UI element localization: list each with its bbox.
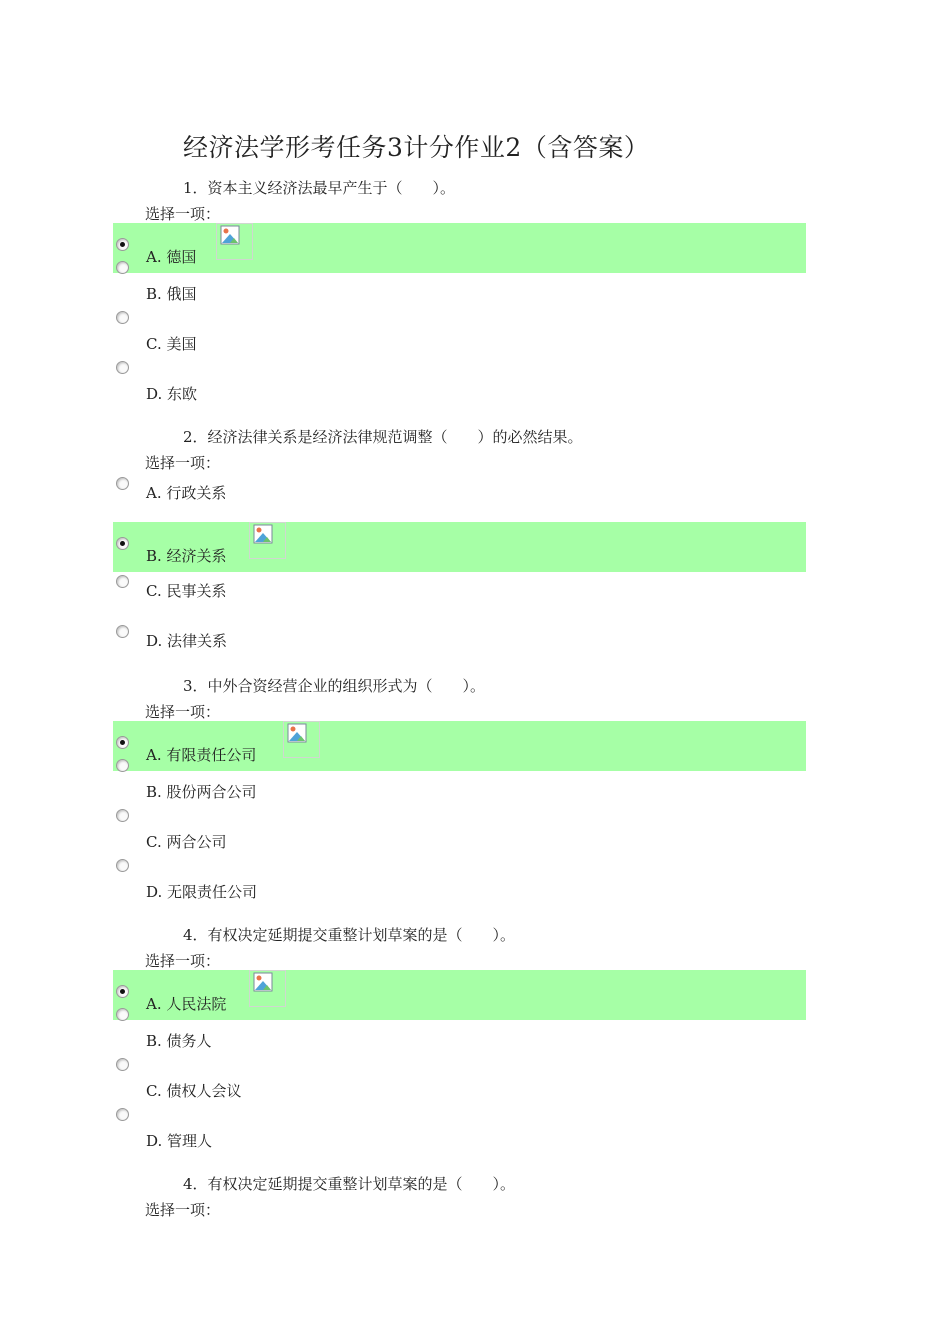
radio-icon[interactable] bbox=[116, 361, 129, 374]
radio-icon[interactable] bbox=[116, 238, 129, 251]
option-d[interactable] bbox=[113, 871, 806, 921]
option-d[interactable] bbox=[113, 373, 806, 423]
option-label: A. 德国 bbox=[146, 248, 197, 266]
option-label: C. 两合公司 bbox=[146, 833, 227, 851]
question-prompt: 选择一项： bbox=[145, 205, 221, 223]
option-label: D. 管理人 bbox=[146, 1132, 213, 1150]
option-b[interactable] bbox=[113, 1020, 806, 1070]
option-label: B. 股份两合公司 bbox=[146, 783, 257, 801]
radio-icon[interactable] bbox=[116, 809, 129, 822]
radio-icon[interactable] bbox=[116, 477, 129, 490]
broken-image-icon bbox=[249, 970, 286, 1007]
question-prompt: 选择一项： bbox=[145, 1201, 221, 1219]
question-prompt: 选择一项： bbox=[145, 703, 221, 721]
broken-image-icon bbox=[216, 223, 253, 260]
option-label: B. 经济关系 bbox=[146, 547, 227, 565]
option-a[interactable] bbox=[113, 474, 806, 524]
option-b[interactable] bbox=[113, 771, 806, 821]
option-label: D. 法律关系 bbox=[146, 632, 228, 650]
option-label: A. 有限责任公司 bbox=[146, 746, 257, 764]
question-prompt: 选择一项： bbox=[145, 454, 221, 472]
question-text: 4．有权决定延期提交重整计划草案的是（ ）。 bbox=[183, 1175, 516, 1193]
option-a[interactable] bbox=[113, 223, 806, 273]
option-label: D. 东欧 bbox=[146, 385, 198, 403]
question-prompt: 选择一项： bbox=[145, 952, 221, 970]
radio-icon[interactable] bbox=[116, 1058, 129, 1071]
option-label: A. 行政关系 bbox=[146, 484, 227, 502]
radio-icon[interactable] bbox=[116, 537, 129, 550]
page-title: 经济法学形考任务3计分作业2（含答案） bbox=[183, 133, 650, 162]
option-c[interactable] bbox=[113, 1070, 806, 1120]
option-b[interactable] bbox=[113, 522, 806, 572]
option-label: D. 无限责任公司 bbox=[146, 883, 258, 901]
question-text: 2．经济法律关系是经济法律规范调整（ ）的必然结果。 bbox=[183, 428, 583, 446]
radio-icon[interactable] bbox=[116, 1008, 129, 1021]
radio-icon[interactable] bbox=[116, 1108, 129, 1121]
radio-icon[interactable] bbox=[116, 261, 129, 274]
option-a[interactable] bbox=[113, 970, 806, 1020]
option-label: C. 民事关系 bbox=[146, 582, 227, 600]
broken-image-icon bbox=[249, 522, 286, 559]
option-d[interactable] bbox=[113, 622, 806, 672]
option-a[interactable] bbox=[113, 721, 806, 771]
option-c[interactable] bbox=[113, 821, 806, 871]
radio-icon[interactable] bbox=[116, 736, 129, 749]
radio-icon[interactable] bbox=[116, 759, 129, 772]
option-d[interactable] bbox=[113, 1120, 806, 1170]
radio-icon[interactable] bbox=[116, 575, 129, 588]
radio-icon[interactable] bbox=[116, 859, 129, 872]
question-text: 1．资本主义经济法最早产生于（ ）。 bbox=[183, 179, 456, 197]
radio-icon[interactable] bbox=[116, 625, 129, 638]
option-b[interactable] bbox=[113, 273, 806, 323]
option-c[interactable] bbox=[113, 323, 806, 373]
option-label: B. 俄国 bbox=[146, 285, 197, 303]
option-label: A. 人民法院 bbox=[146, 995, 227, 1013]
radio-icon[interactable] bbox=[116, 985, 129, 998]
option-label: B. 债务人 bbox=[146, 1032, 212, 1050]
question-text: 4．有权决定延期提交重整计划草案的是（ ）。 bbox=[183, 926, 516, 944]
option-label: C. 债权人会议 bbox=[146, 1082, 242, 1100]
radio-icon[interactable] bbox=[116, 311, 129, 324]
option-label: C. 美国 bbox=[146, 335, 197, 353]
question-text: 3．中外合资经营企业的组织形式为（ ）。 bbox=[183, 677, 486, 695]
option-c[interactable] bbox=[113, 572, 806, 622]
broken-image-icon bbox=[283, 721, 320, 758]
